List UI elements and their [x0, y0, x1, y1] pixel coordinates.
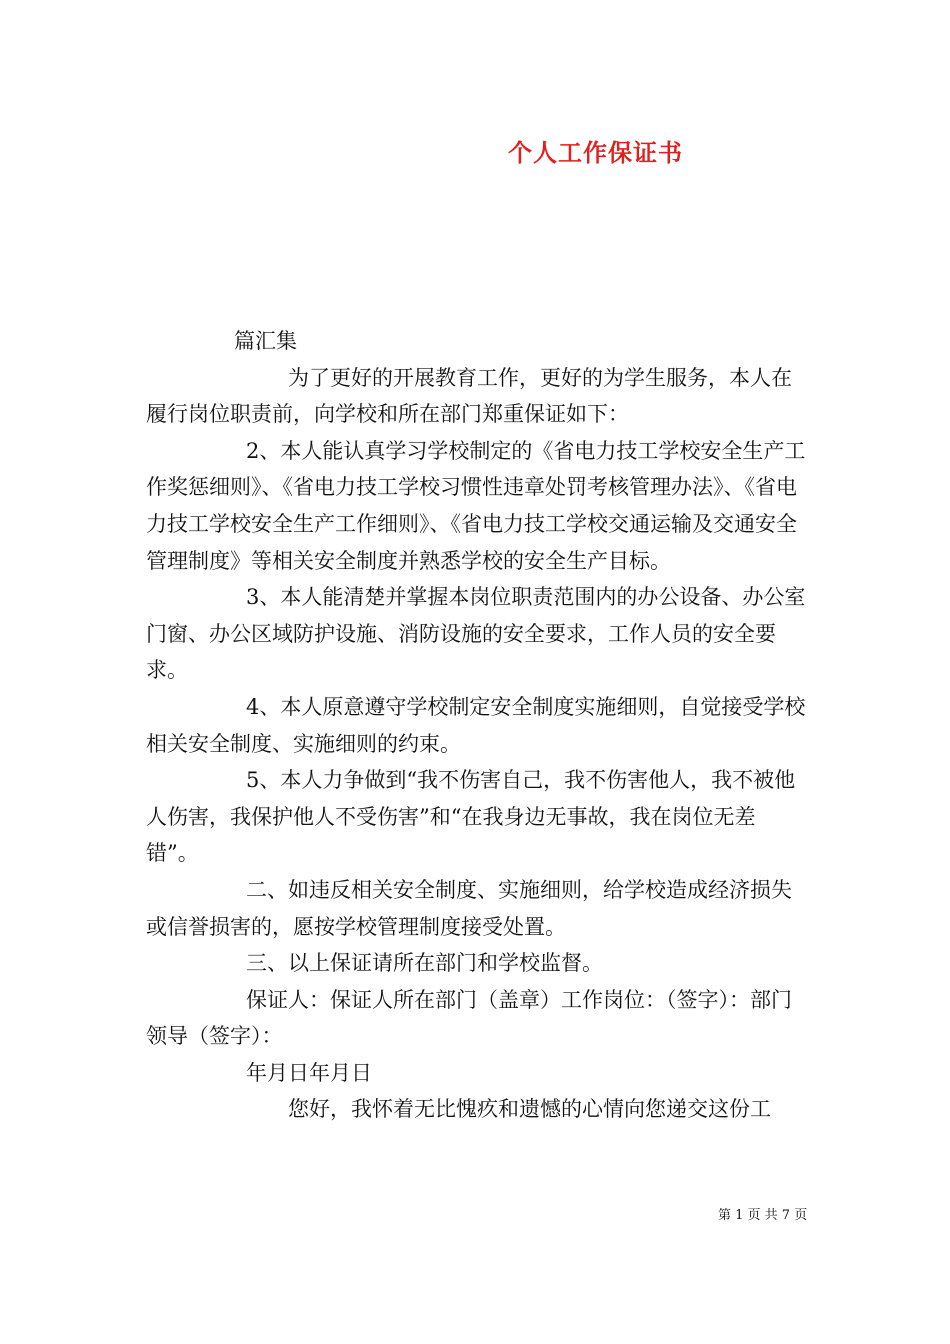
paragraph-section-three: 三、以上保证请所在部门和学校监督。: [246, 951, 603, 976]
paragraph-item-4: 4、本人原意遵守学校制定安全制度实施细则，自觉接受学校相关安全制度、实施细则的约束。: [146, 694, 806, 756]
paragraph-section-two: 二、如违反相关安全制度、实施细则，给学校造成经济损失或信誉损害的，愿按学校管理制度接受处置。: [146, 877, 792, 939]
paragraph-next-letter: 您好，我怀着无比愧疚和遗憾的心情向您递交这份工: [288, 1097, 771, 1122]
paragraph-item-5: 5、本人力争做到“我不伤害自己，我不伤害他人，我不被他人伤害，我保护他人不受伤害”和“在我身边无事故，我在岗位无差错”。: [146, 768, 796, 866]
document-body: [146, 323, 808, 1128]
paragraph-item-3: 3、本人能清楚并掌握本岗位职责范围内的办公设备、办公室门窗、办公区域防护设施、消防设施的安全要求，工作人员的安全要求。: [146, 585, 806, 683]
page-footer: 第 1 页 共 7 页: [718, 1208, 808, 1223]
document-title: 个人工作保证书: [508, 138, 683, 167]
date-line: 年月日年月日: [246, 1060, 372, 1085]
signature-line: 保证人：保证人所在部门（盖章）工作岗位：（签字）：部门领导（签字）：: [146, 987, 792, 1049]
paragraph-intro: 为了更好的开展教育工作，更好的为学生服务，本人在履行岗位职责前，向学校和所在部门郑重保证如下：: [146, 365, 792, 427]
paragraph-item-2: 2、本人能认真学习学校制定的《省电力技工学校安全生产工作奖惩细则》、《省电力技工学校习惯性违章处罚考核管理办法》、《省电力技工学校安全生产工作细则》、《省电力技工学校交通运输及交通安全管理制度》等相关安全制度并熟悉学校的安全生产目标。: [146, 438, 806, 573]
paragraph-collection-label: 篇汇集: [234, 329, 297, 353]
